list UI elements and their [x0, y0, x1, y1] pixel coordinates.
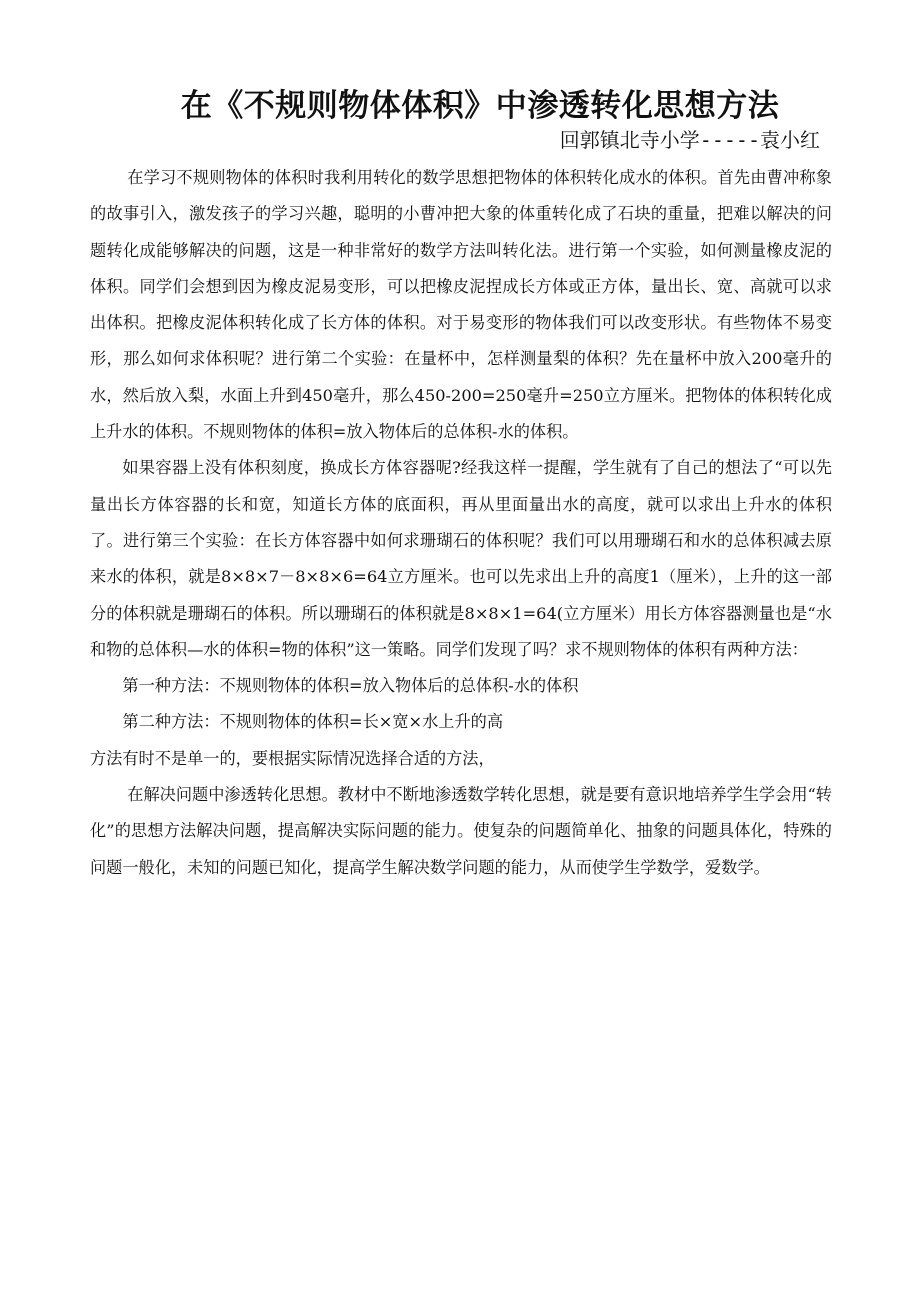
paragraph-method-one: 第一种方法：不规则物体的体积=放入物体后的总体积-水的体积 — [122, 676, 579, 696]
paragraph-conclusion: 在解决问题中渗透转化思想。教材中不断地渗透数学转化思想，就是要有意识地培养学生学会用“转化”的思想方法解决问题，提高解决实际问题的能力。使复杂的问题简单化、抽象的问题具体化，特殊的问题一般化，未知的问题已知化，提高学生解决数学问题的能力，从而使学生学数学，爱数学。 — [90, 785, 832, 877]
author-byline: 回郭镇北寺小学-----袁小红 — [559, 128, 820, 152]
paragraph-cuboid-container: 如果容器上没有体积刻度，换成长方体容器呢?经我这样一提醒，学生就有了自己的想法了“可以先量出长方体容器的长和宽，知道长方体的底面积，再从里面量出水的高度，就可以求出上升水的体积了。进行第三个实验：在长方体容器中如何求珊瑚石的体积呢？我们可以用珊瑚石和水的总体积减去原来水的体积，就是8×8×7－8×8×6=64立方厘米。也可以先求出上升的高度1（厘米），上升的这一部分的体积就是珊瑚石的体积。所以珊瑚石的体积就是8×8×1=64(立方厘米）用长方体容器测量也是“水和物的总体积—水的体积=物的体积”这一策略。同学们发现了吗？求不规则物体的体积有两种方法： — [90, 458, 832, 659]
paragraph-method-note: 方法有时不是单一的，要根据实际情况选择合适的方法， — [90, 748, 495, 768]
document-body — [90, 160, 832, 886]
document-title: 在《不规则物体体积》中渗透转化思想方法 — [180, 88, 780, 124]
paragraph-method-two: 第二种方法：不规则物体的体积=长×宽×水上升的高 — [122, 712, 504, 732]
paragraph-intro: 在学习不规则物体的体积时我利用转化的数学思想把物体的体积转化成水的体积。首先由曹冲称象的故事引入，激发孩子的学习兴趣，聪明的小曹冲把大象的体重转化成了石块的重量，把难以解决的问题转化成能够解决的问题，这是一种非常好的数学方法叫转化法。进行第一个实验，如何测量橡皮泥的体积。同学们会想到因为橡皮泥易变形，可以把橡皮泥捏成长方体或正方体，量出长、宽、高就可以求出体积。把橡皮泥体积转化成了长方体的体积。对于易变形的物体我们可以改变形状。有些物体不易变形，那么如何求体积呢？进行第二个实验：在量杯中，怎样测量梨的体积？先在量杯中放入200毫升的水，然后放入梨，水面上升到450毫升，那么450-200=250毫升=250立方厘米。把物体的体积转化成上升水的体积。不规则物体的体积=放入物体后的总体积-水的体积。 — [90, 168, 832, 442]
